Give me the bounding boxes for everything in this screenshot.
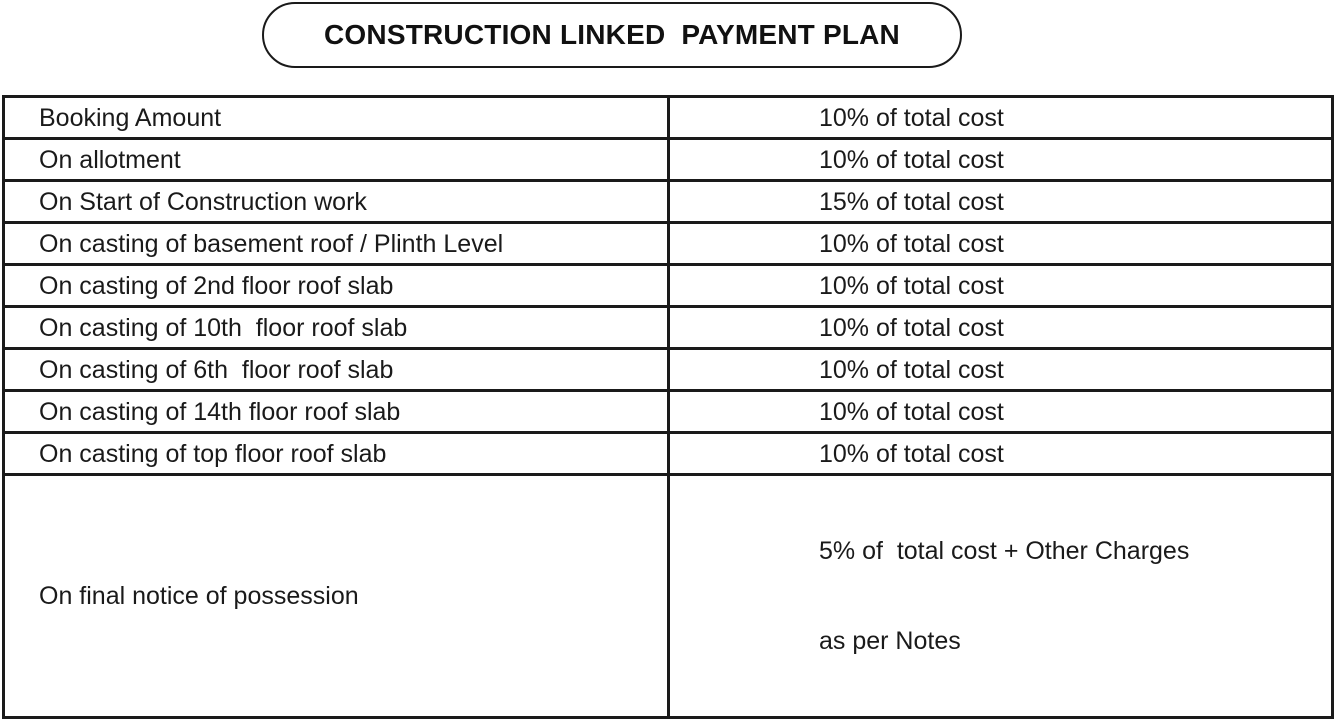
stage-cell: On casting of 10th floor roof slab [4,307,669,349]
page-title: CONSTRUCTION LINKED PAYMENT PLAN [324,19,900,50]
title-box [262,2,962,68]
table-row [4,139,1333,181]
amount-cell: 10% of total cost [669,307,1333,349]
amount-cell: 10% of total cost [669,433,1333,475]
amount-line: 5% of total cost + Other Charges [819,537,1190,565]
stage-cell: On casting of 6th floor roof slab [4,349,669,391]
payment-plan-table [2,95,1334,719]
stage-cell: On casting of top floor roof slab [4,433,669,475]
amount-cell: 10% of total cost [669,265,1333,307]
table-row [4,349,1333,391]
table-row [4,97,1333,139]
table-row [4,307,1333,349]
table-row [4,265,1333,307]
stage-cell: On casting of 2nd floor roof slab [4,265,669,307]
stage-cell: On allotment [4,139,669,181]
table-row [4,391,1333,433]
amount-cell: 10% of total cost [669,97,1333,139]
table-row [4,223,1333,265]
stage-cell: On casting of 14th floor roof slab [4,391,669,433]
amount-cell: 10% of total cost [669,223,1333,265]
amount-cell: 10% of total cost [669,391,1333,433]
table-row [4,433,1333,475]
stage-cell: On casting of basement roof / Plinth Level [4,223,669,265]
amount-note-line: as per Notes [819,627,961,655]
stage-cell: On final notice of possession [4,475,669,718]
amount-cell [669,475,1333,718]
stage-cell: Booking Amount [4,97,669,139]
amount-cell: 10% of total cost [669,139,1333,181]
table-row [4,181,1333,223]
amount-cell: 15% of total cost [669,181,1333,223]
amount-cell: 10% of total cost [669,349,1333,391]
stage-cell: On Start of Construction work [4,181,669,223]
table-row [4,475,1333,718]
